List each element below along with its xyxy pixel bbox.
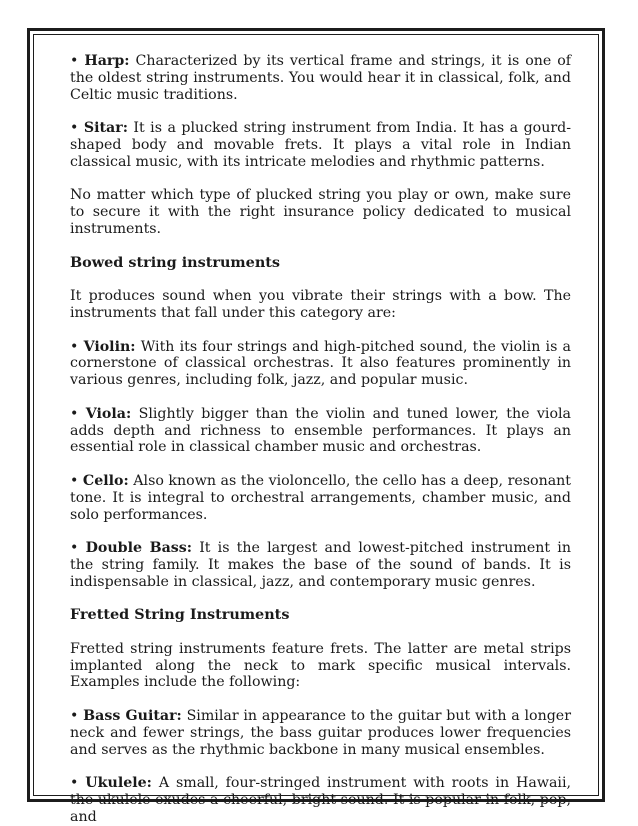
- term-cello: Cello:: [82, 472, 129, 489]
- document-body: [70, 53, 572, 825]
- paragraph-bowed-intro: It produces sound when you vibrate their strings with a bow. The instruments that fall under this category are:: [70, 288, 571, 321]
- bullet: •: [70, 472, 79, 489]
- description-viola: Slightly bigger than the violin and tuned lower, the viola adds depth and richness to ensemble performances. It plays an essential role in classical chamber music and orchestras.: [70, 405, 572, 456]
- list-item-ukulele: [70, 775, 571, 825]
- bullet: •: [70, 775, 79, 792]
- list-item-harp: [70, 53, 571, 103]
- term-sitar: Sitar:: [83, 120, 128, 137]
- list-item-viola: [70, 406, 571, 456]
- bullet: •: [70, 338, 79, 355]
- bullet: •: [70, 708, 79, 725]
- list-item-violin: [70, 339, 571, 389]
- bullet: •: [70, 53, 79, 69]
- list-item-cello: [70, 473, 571, 523]
- term-ukulele: Ukulele:: [85, 775, 152, 792]
- description-ukulele: A small, four-stringed instrument with roots in Hawaii, the ukulele exudes a cheerful, bright sound. It is popular in folk, pop, and: [70, 775, 572, 825]
- term-violin: Violin:: [83, 338, 136, 355]
- term-viola: Viola:: [85, 405, 132, 422]
- description-bass-guitar: Similar in appearance to the guitar but with a longer neck and fewer strings, the bass guitar produces lower frequencies and serves as the rhythmic backbone in many musical ensembles.: [70, 708, 571, 758]
- paragraph-fretted-intro: Fretted string instruments feature frets. The latter are metal strips implanted along the neck to mark specific musical intervals. Examples include the following:: [70, 640, 571, 691]
- heading-bowed: Bowed string instruments: [70, 253, 281, 271]
- term-harp: Harp:: [84, 53, 130, 69]
- description-violin: With its four strings and high-pitched sound, the violin is a cornerstone of classical orchestras. It also features prominently in various genres, including folk, jazz, and popular music.: [70, 338, 571, 389]
- description-double-bass: It is the largest and lowest-pitched instrument in the string family. It makes the base of the sound of bands. It is indispensable in classical, jazz, and contemporary music genres.: [70, 540, 571, 590]
- term-double-bass: Double Bass:: [85, 540, 192, 557]
- bullet: •: [70, 405, 79, 422]
- description-sitar: It is a plucked string instrument from India. It has a gourd-shaped body and movable frets. It plays a vital role in Indian classical music, with its intricate melodies and rhythmic patterns.: [70, 120, 572, 170]
- term-bass-guitar: Bass Guitar:: [83, 708, 182, 725]
- list-item-double-bass: [70, 540, 571, 590]
- bullet: •: [70, 540, 79, 557]
- heading-fretted: Fretted String Instruments: [70, 606, 290, 624]
- bullet: •: [70, 120, 79, 137]
- description-harp: Characterized by its vertical frame and strings, it is one of the oldest string instruments. You would hear it in classical, folk, and Celtic music traditions.: [70, 53, 572, 103]
- paragraph-insurance: No matter which type of plucked string you play or own, make sure to secure it with the right insurance policy dedicated to musical instruments.: [70, 187, 571, 237]
- description-cello: Also known as the violoncello, the cello has a deep, resonant tone. It is integral to orchestral arrangements, chamber music, and solo performances.: [70, 472, 571, 523]
- list-item-sitar: [70, 120, 571, 170]
- list-item-bass-guitar: [70, 708, 571, 758]
